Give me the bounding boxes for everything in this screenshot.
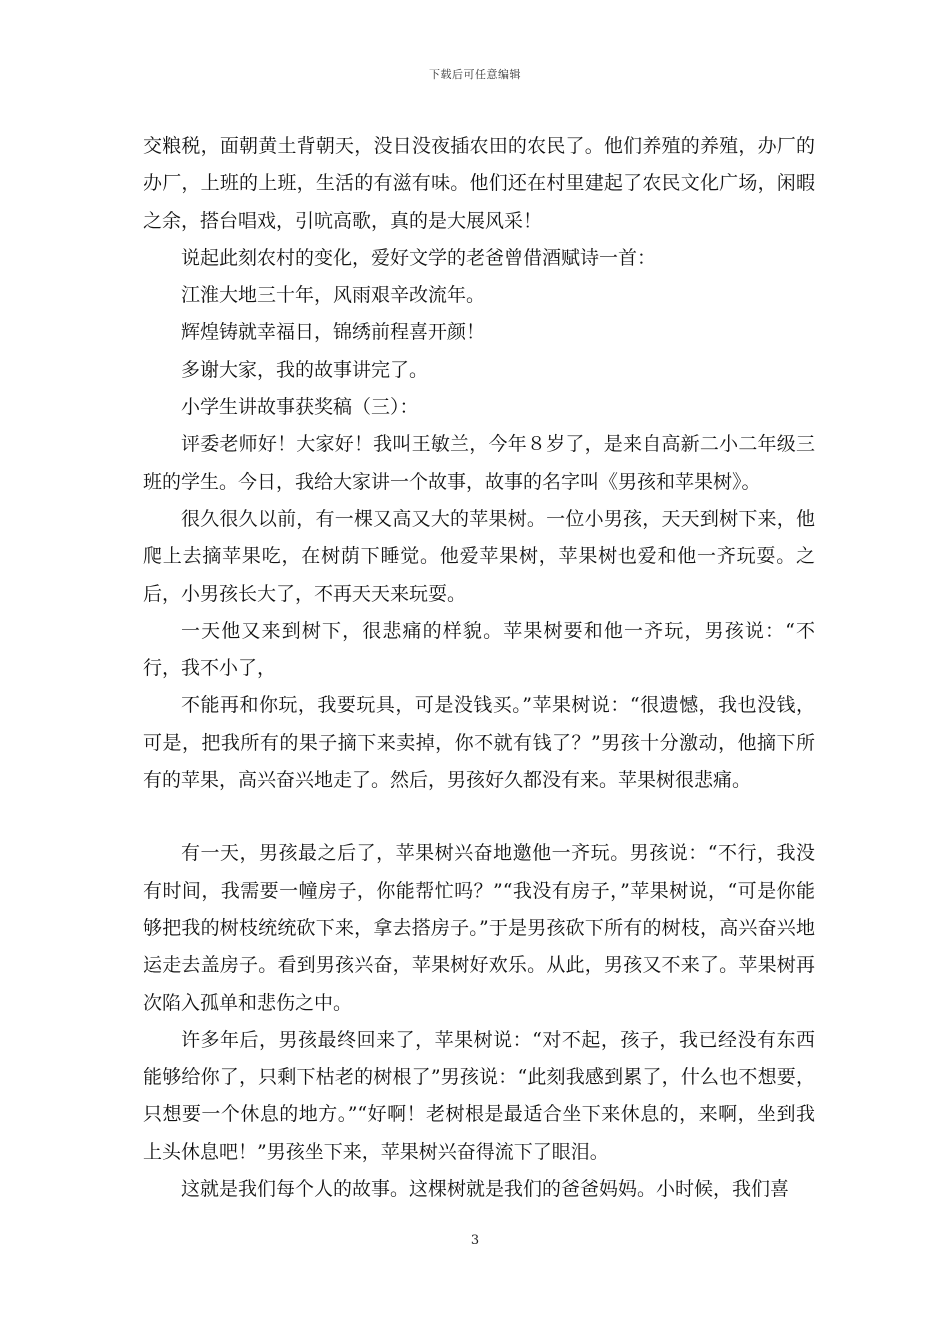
page-number: 3 (470, 1233, 480, 1248)
paragraph: 评委老师好！大家好！我叫王敏兰，今年８岁了，是来自高新二小二年级三班的学生。今日，我给大家讲一个故事，故事的名字叫《男孩和苹果树》。 (143, 433, 815, 493)
document-body (143, 128, 815, 1208)
paragraph: 许多年后，男孩最终回来了，苹果树说：“对不起，孩子，我已经没有东西能够给你了，只剩下枯老的树根了”男孩说：“此刻我感到累了，什么也不想要，只想要一个休息的地方。”“好啊！老树根是最适合坐下来休息的，来啊，坐到我上头休息吧！”男孩坐下来，苹果树兴奋得流下了眼泪。 (143, 1028, 815, 1163)
blank-line (143, 799, 815, 835)
paragraph: 交粮税，面朝黄土背朝天，没日没夜插农田的农民了。他们养殖的养殖，办厂的办厂，上班的上班，生活的有滋有味。他们还在村里建起了农民文化广场，闲暇之余，搭台唱戏，引吭高歌，真的是大展风采！ (143, 135, 815, 232)
poem-line: 江淮大地三十年，风雨艰辛改流年。 (181, 284, 486, 307)
poem-line: 辉煌铸就幸福日，锦绣前程喜开颜！ (181, 321, 486, 344)
paragraph: 说起此刻农村的变化，爱好文学的老爸曾借酒赋诗一首： (181, 246, 657, 269)
paragraph: 不能再和你玩，我要玩具，可是没钱买。”苹果树说：“很遗憾，我也没钱，可是，把我所有的果子摘下来卖掉，你不就有钱了？”男孩十分激动，他摘下所有的苹果，高兴奋兴地走了。然后，男孩好久都没有来。苹果树很悲痛。 (143, 694, 815, 792)
paragraph: 多谢大家，我的故事讲完了。 (181, 358, 429, 381)
paragraph: 这就是我们每个人的故事。这棵树就是我们的爸爸妈妈。小时候，我们喜 (181, 1178, 790, 1201)
section-title: 小学生讲故事获奖稿（三）： (181, 396, 419, 419)
paragraph: 一天他又来到树下，很悲痛的样貌。苹果树要和他一齐玩，男孩说：“不行，我不小了， (143, 619, 815, 680)
page-header: 下载后可任意编辑 (429, 68, 521, 81)
paragraph: 有一天，男孩最之后了，苹果树兴奋地邀他一齐玩。男孩说：“不行，我没有时间，我需要一幢房子，你能帮忙吗？”“我没有房子，”苹果树说，“可是你能够把我的树枝统统砍下来，拿去搭房子。”于是男孩砍下所有的树枝，高兴奋兴地运走去盖房子。看到男孩兴奋，苹果树好欢乐。从此，男孩又不来了。苹果树再次陷入孤单和悲伤之中。 (143, 842, 815, 1014)
paragraph: 很久很久以前，有一棵又高又大的苹果树。一位小男孩，天天到树下来，他爬上去摘苹果吃，在树荫下睡觉。他爱苹果树，苹果树也爱和他一齐玩耍。之后，小男孩长大了，不再天天来玩耍。 (143, 507, 815, 605)
